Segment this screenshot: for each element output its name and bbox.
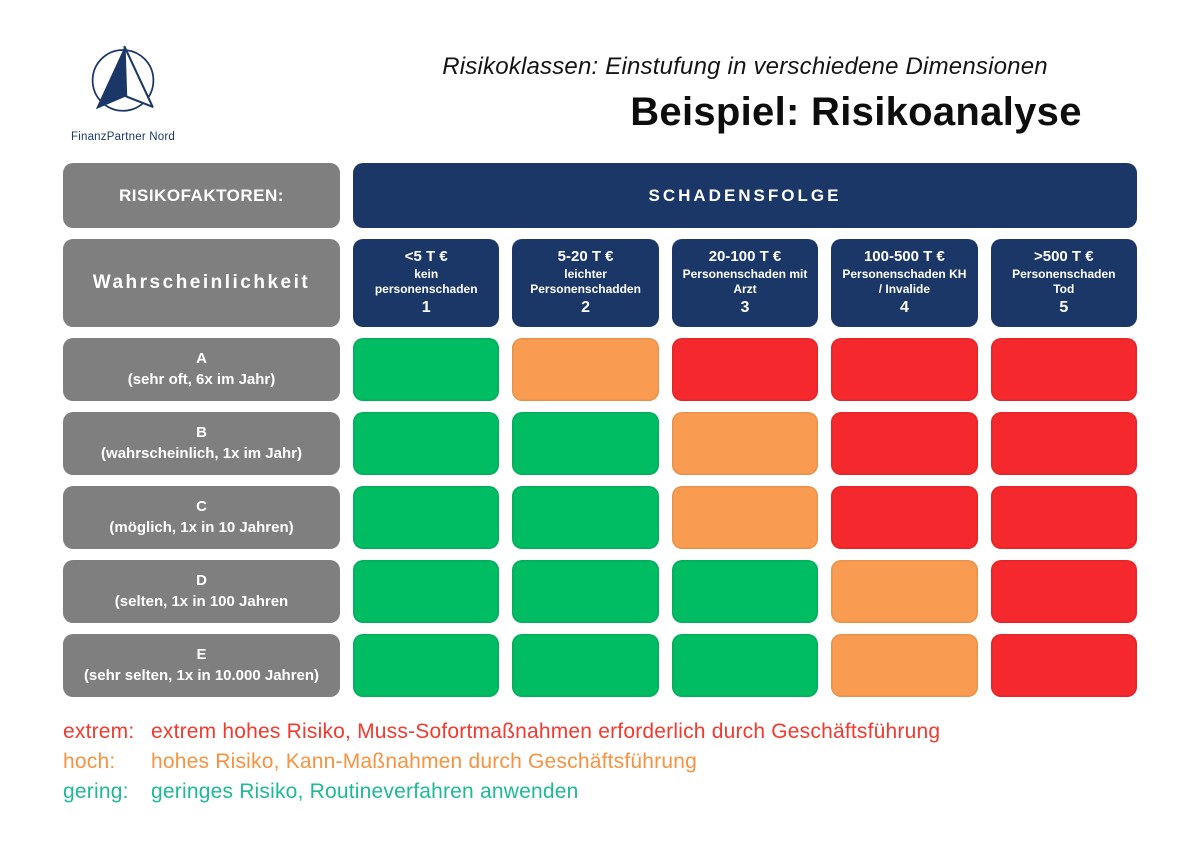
row-letter: D (196, 572, 207, 590)
legend-label: gering: (63, 780, 129, 803)
company-logo (62, 40, 184, 143)
risk-cell-D2-green (512, 560, 658, 623)
risk-cell-A1-green (353, 338, 499, 401)
row-letter: A (196, 350, 207, 368)
legend-line-2 (63, 747, 940, 777)
page-title: Beispiel: Risikoanalyse (630, 90, 1082, 134)
corner-label: RISIKOFAKTOREN: (63, 163, 340, 228)
risk-cell-E3-green (672, 634, 818, 697)
risk-cell-B3-orange (672, 412, 818, 475)
row-description: (sehr selten, 1x in 10.000 Jahren) (83, 666, 320, 684)
column-description: kein personenschaden (374, 266, 478, 297)
column-description: leichter Personenschadden (530, 266, 641, 297)
sailboat-logo-icon (83, 40, 163, 129)
column-number: 3 (740, 298, 750, 316)
row-label-D (63, 560, 340, 623)
column-header-3 (672, 239, 818, 327)
column-description: Personenschaden Tod (1012, 266, 1116, 297)
column-description: Personenschaden KH / Invalide (842, 266, 967, 297)
page-subtitle: Risikoklassen: Einstufung in verschiedene Dimensionen (442, 53, 1048, 80)
row-letter: C (196, 498, 207, 516)
row-description: (sehr oft, 6x im Jahr) (127, 370, 276, 388)
risk-cell-B5-red (991, 412, 1137, 475)
risk-cell-C3-orange (672, 486, 818, 549)
risk-cell-B2-green (512, 412, 658, 475)
row-description: (selten, 1x in 100 Jahren (114, 592, 289, 610)
risk-matrix (63, 163, 1137, 697)
row-group-header: Wahrscheinlichkeit (63, 239, 340, 327)
risk-cell-D4-orange (831, 560, 977, 623)
row-label-A (63, 338, 340, 401)
risk-cell-E2-green (512, 634, 658, 697)
risk-cell-A2-orange (512, 338, 658, 401)
row-description: (wahrscheinlich, 1x im Jahr) (101, 444, 302, 462)
column-number: 5 (1059, 298, 1069, 316)
column-range: 5-20 T € (557, 248, 614, 266)
column-number: 2 (581, 298, 591, 316)
risk-cell-B1-green (353, 412, 499, 475)
column-header-4 (831, 239, 977, 327)
column-range: 100-500 T € (863, 248, 945, 266)
risk-cell-C1-green (353, 486, 499, 549)
risk-cell-A4-red (831, 338, 977, 401)
logo-caption: FinanzPartner Nord (71, 131, 175, 143)
risk-cell-B4-red (831, 412, 977, 475)
column-group-header: SCHADENSFOLGE (353, 163, 1137, 228)
column-range: <5 T € (404, 248, 448, 266)
risk-cell-C5-red (991, 486, 1137, 549)
risk-cell-E5-red (991, 634, 1137, 697)
risk-cell-C2-green (512, 486, 658, 549)
legend-label: hoch: (63, 750, 116, 773)
column-header-5 (991, 239, 1137, 327)
column-range: >500 T € (1033, 248, 1094, 266)
risk-cell-D1-green (353, 560, 499, 623)
risk-cell-A5-red (991, 338, 1137, 401)
column-description: Personenschaden mit Arzt (682, 266, 808, 297)
row-letter: B (196, 424, 207, 442)
row-label-E (63, 634, 340, 697)
legend-text: extrem hohes Risiko, Muss-Sofortmaßnahmen erforderlich durch Geschäftsführung (151, 720, 941, 743)
legend-line-1 (63, 717, 940, 747)
row-label-C (63, 486, 340, 549)
legend-text: geringes Risiko, Routineverfahren anwenden (151, 780, 579, 803)
column-range: 20-100 T € (708, 248, 782, 266)
column-header-2 (512, 239, 658, 327)
row-description: (möglich, 1x in 10 Jahren) (109, 518, 294, 536)
column-number: 1 (421, 298, 431, 316)
risk-cell-D3-green (672, 560, 818, 623)
risk-cell-D5-red (991, 560, 1137, 623)
column-number: 4 (899, 298, 909, 316)
legend-text: hohes Risiko, Kann-Maßnahmen durch Geschäftsführung (151, 750, 697, 773)
risk-cell-E4-orange (831, 634, 977, 697)
risk-cell-C4-red (831, 486, 977, 549)
risk-cell-A3-red (672, 338, 818, 401)
risk-cell-E1-green (353, 634, 499, 697)
risk-legend (63, 717, 940, 807)
row-letter: E (196, 646, 207, 664)
legend-label: extrem: (63, 720, 135, 743)
column-header-1 (353, 239, 499, 327)
legend-line-3 (63, 777, 940, 807)
row-label-B (63, 412, 340, 475)
